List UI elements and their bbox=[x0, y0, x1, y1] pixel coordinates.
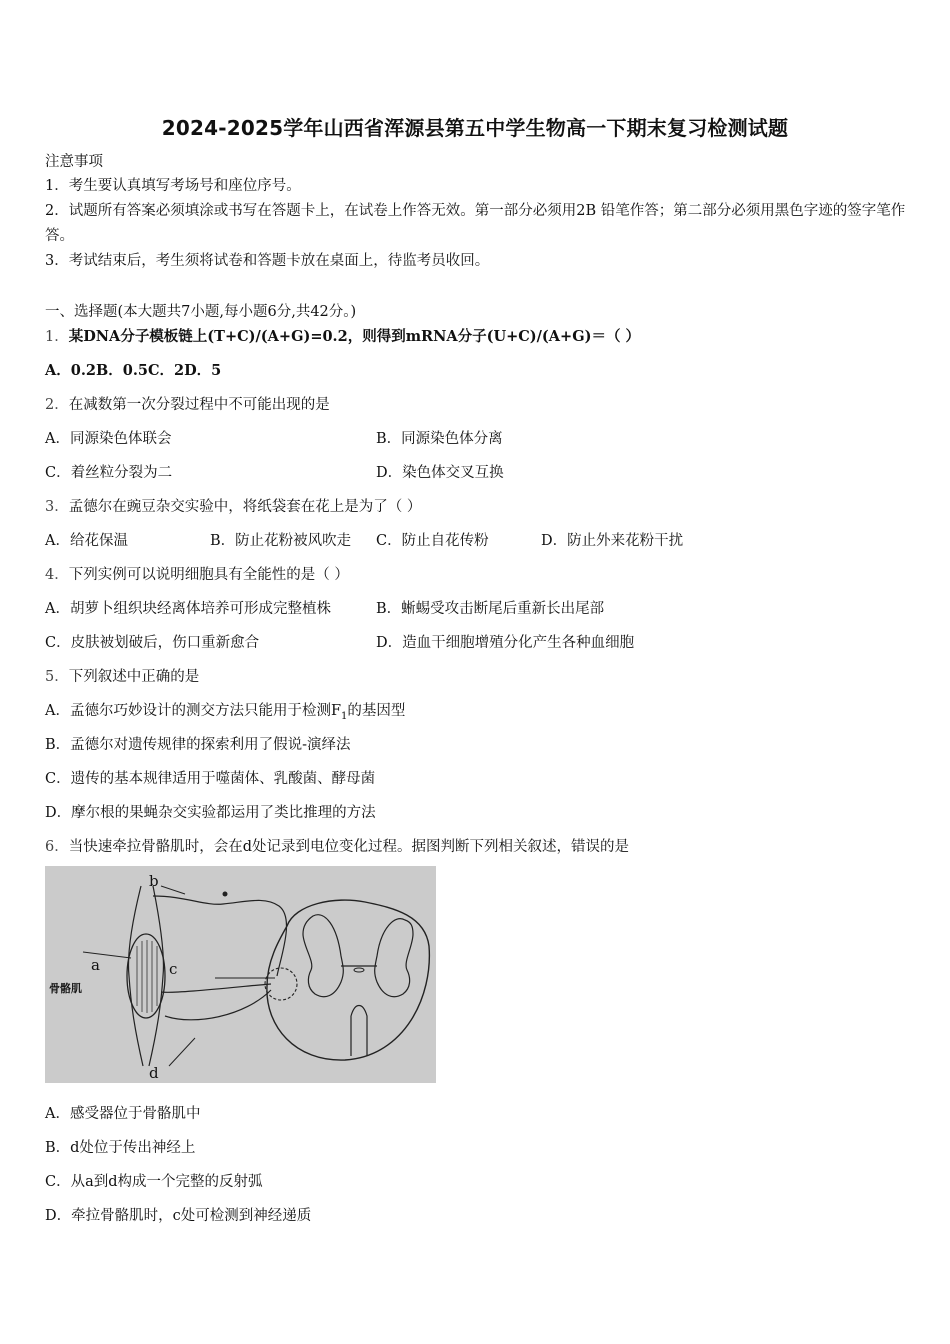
label-b: b bbox=[149, 872, 159, 890]
question-stem: 下列实例可以说明细胞具有全能性的是（ ） bbox=[68, 567, 349, 583]
question-stem: 当快速牵拉骨骼肌时，会在d处记录到电位变化过程。据图判断下列相关叙述，错误的是 bbox=[68, 839, 630, 855]
option-d: D．摩尔根的果蝇杂交实验都运用了类比推理的方法 bbox=[45, 805, 376, 821]
option-c: C．皮肤被划破后，伤口重新愈合 bbox=[45, 635, 260, 651]
option-a-text: A．孟德尔巧妙设计的测交方法只能用于检测F bbox=[45, 703, 342, 719]
option-b: B．防止花粉被风吹走 bbox=[210, 533, 352, 549]
question-number: 4． bbox=[45, 567, 69, 583]
label-d: d bbox=[149, 1064, 159, 1082]
exam-title: 2024-2025学年山西省浑源县第五中学生物高一下期末复习检测试题 bbox=[161, 116, 789, 140]
option-c: C．从a到d构成一个完整的反射弧 bbox=[45, 1174, 263, 1190]
option-c: C．着丝粒分裂为二 bbox=[45, 465, 173, 481]
question-6 bbox=[45, 837, 629, 857]
option-row: A．0.2B．0.5C．2D．5 bbox=[45, 362, 222, 379]
reflex-arc-figure bbox=[45, 866, 436, 1083]
option-d: D．造血干细胞增殖分化产生各种血细胞 bbox=[376, 635, 635, 651]
option-b: B．同源染色体分离 bbox=[376, 431, 503, 447]
question-4 bbox=[45, 565, 349, 585]
question-1 bbox=[45, 327, 640, 347]
option-b: B．蜥蜴受攻击断尾后重新长出尾部 bbox=[376, 601, 605, 617]
question-2 bbox=[45, 395, 330, 415]
option-a: A．同源染色体联会 bbox=[45, 431, 172, 447]
label-c: c bbox=[169, 960, 178, 978]
question-number: 2． bbox=[45, 397, 69, 413]
option-a: A．感受器位于骨骼肌中 bbox=[45, 1106, 201, 1122]
question-number: 6． bbox=[45, 839, 69, 855]
question-stem: 孟德尔在豌豆杂交实验中，将纸袋套在花上是为了（ ） bbox=[68, 499, 422, 515]
question-stem: 在减数第一次分裂过程中不可能出现的是 bbox=[68, 397, 330, 413]
question-3 bbox=[45, 497, 421, 517]
question-stem: 下列叙述中正确的是 bbox=[68, 669, 200, 685]
notice-item: 2．试题所有答案必须填涂或书写在答题卡上，在试卷上作答无效。第一部分必须用2B 铅笔作答；第二部分必须用黑色字迹的签字笔作答。 bbox=[45, 203, 906, 244]
section-heading: 一、选择题(本大题共7小题,每小题6分,共42分。) bbox=[45, 304, 357, 320]
question-5 bbox=[45, 667, 199, 687]
option-a bbox=[45, 701, 405, 727]
notice-list bbox=[45, 174, 907, 274]
notice-item: 3．考试结束后，考生须将试卷和答题卡放在桌面上，待监考员收回。 bbox=[45, 253, 490, 269]
option-d: D．牵拉骨骼肌时，c处可检测到神经递质 bbox=[45, 1208, 312, 1224]
option-c: C．防止自花传粉 bbox=[376, 533, 489, 549]
option-b: B．d处位于传出神经上 bbox=[45, 1140, 196, 1156]
label-a: a bbox=[91, 956, 100, 974]
notice-heading: 注意事项 bbox=[45, 154, 103, 170]
option-b: B．孟德尔对遗传规律的探索利用了假说-演绎法 bbox=[45, 737, 351, 753]
subscript: 1 bbox=[341, 710, 348, 722]
option-a-tail: 的基因型 bbox=[347, 703, 406, 719]
reflex-arc-diagram bbox=[45, 866, 436, 1083]
option-d: D．防止外来花粉干扰 bbox=[541, 533, 684, 549]
question-number: 3． bbox=[45, 499, 69, 515]
notice-item: 1．考生要认真填写考场号和座位序号。 bbox=[45, 178, 301, 194]
question-number: 1． bbox=[45, 329, 69, 345]
label-muscle: 骨骼肌 bbox=[49, 982, 82, 995]
option-a: A．给花保温 bbox=[45, 533, 128, 549]
option-c: C．遗传的基本规律适用于噬菌体、乳酸菌、酵母菌 bbox=[45, 771, 376, 787]
question-stem: 某DNA分子模板链上(T+C)/(A+G)=0.2，则得到mRNA分子(U+C)/(A+G)＝（ ） bbox=[68, 328, 640, 345]
option-d: D．染色体交叉互换 bbox=[376, 465, 504, 481]
option-a: A．胡萝卜组织块经离体培养可形成完整植株 bbox=[45, 601, 331, 617]
question-number: 5． bbox=[45, 669, 69, 685]
